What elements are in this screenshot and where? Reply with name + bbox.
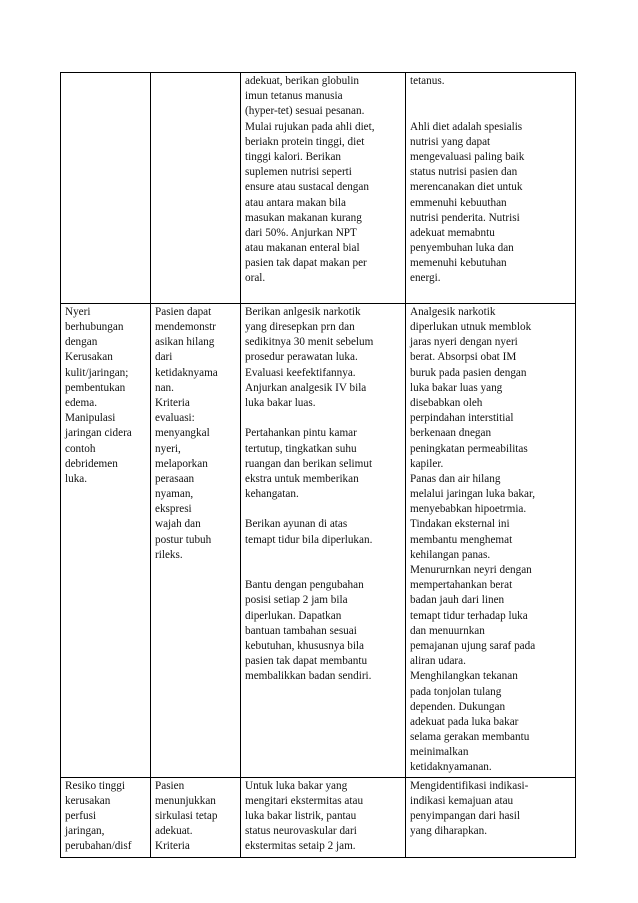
cell-text-line: asikan hilang [155,336,215,349]
cell-text-line: ekspresi [155,503,192,516]
cell-text-line: ekstra untuk memberikan [245,472,359,485]
cell-text-line: masukan makanan kurang [245,211,362,224]
cell-text-line: Panas dan air hilang [410,472,501,485]
cell-text-line: luka. [65,472,88,485]
cell-text-line: ruangan dan berikan selimut [245,457,373,470]
cell-text-line: sirkulasi tetap [155,810,218,822]
cell-text-line: Anjurkan analgesik IV bila [245,381,367,394]
cell-text-line: evaluasi: [155,412,195,425]
cell-text-line: diperlukan. Dapatkan [245,609,342,622]
cell-text-line: Bantu dengan pengubahan [245,579,364,592]
cell-text-line: kebutuhan, khususnya bila [245,639,365,652]
cell-text-line: luka bakar listrik, pantau [245,810,357,822]
rationale-cell [406,303,576,777]
cell-text-line: Kerusakan [65,351,113,364]
cell-text-line: prosedur perawatan luka. [245,351,358,364]
cell-text-line: rileks. [155,548,183,561]
cell-text-line: ensure atau sustacal dengan [245,181,369,194]
outcome-cell [151,777,241,857]
diagnosis-cell [61,777,151,857]
cell-text-line: Ahli diet adalah spesialis [410,120,523,133]
cell-text-line: tetanus. [410,75,445,87]
cell-text-line: status neurovaskular dari [245,825,357,838]
cell-text-line: dengan [65,336,98,349]
cell-text-line: oral. [245,272,266,285]
cell-text-line: menyangkal [155,427,210,440]
cell-text-line: adekuat, berikan globulin [245,75,360,87]
cell-text-line: Mulai rujukan pada ahli diet, [245,120,375,133]
cell-text-line: beriakn protein tinggi, diet [245,135,365,148]
cell-text-line: mengitari ekstermitas atau [245,794,364,807]
cell-text-line: debridemen [65,457,118,470]
paragraph-spacer [410,104,572,119]
cell-text-line: mengevaluasi paling baik [410,150,525,163]
cell-text-line: contoh [65,442,96,455]
cell-text-line: ketidaknyamanan. [410,761,492,774]
cell-text-line: perubahan/disf [65,840,132,853]
cell-text-line: temapt tidur terhadap luka [410,609,528,622]
cell-text-line: nyaman, [155,488,194,501]
cell-text-line: ketidaknyama [155,366,218,379]
cell-text-line: nutrisi yang dapat [410,135,491,148]
cell-text-line: Nyeri [65,305,91,318]
cell-text-line: status nutrisi pasien dan [410,166,518,179]
cell-text-line: Pasien dapat [155,305,212,318]
cell-text-line: berat. Absorpsi obat IM [410,351,517,364]
cell-text-line: Kriteria [155,840,190,853]
cell-text-line: berhubungan [65,321,124,333]
cell-text-line: posisi setiap 2 jam bila [245,594,348,607]
cell-text-line: mempertahankan berat [410,579,513,592]
cell-text-line: temapt tidur bila diperlukan. [245,533,373,546]
cell-text-line: Berikan anlgesik narkotik [245,305,361,318]
cell-text-line: perpindahan interstitial [410,412,514,425]
cell-text-line: peningkatan permeabilitas [410,442,528,455]
cell-text-line: suplemen nutrisi seperti [245,166,352,179]
cell-text-line: Kriteria [155,396,190,409]
cell-text-line: kulit/jaringan; [65,366,129,379]
cell-text-line: Manipulasi [65,412,116,425]
cell-text-line: tertutup, tingkatkan suhu [245,442,357,455]
paragraph-spacer [245,287,402,302]
cell-text-line: luka bakar luas yang [410,381,503,394]
cell-text-line: jaras nyeri dengan nyeri [410,336,518,349]
cell-text-line: penyimpangan dari hasil [410,810,520,822]
cell-text-line: Resiko tinggi [65,779,125,792]
cell-text-line: edema. [65,396,97,409]
cell-text-line: menyebabkan hipoetrmia. [410,503,527,516]
outcome-cell [151,73,241,304]
cell-text-line: adekuat pada luka bakar [410,715,519,728]
paragraph-spacer [245,548,402,563]
cell-text-line: melaporkan [155,457,208,470]
cell-text-line: berkenaan dnegan [410,427,492,440]
cell-text-line: disebabkan oleh [410,396,483,409]
rationale-cell [406,777,576,857]
cell-text-line: atau antara makan bila [245,196,346,209]
cell-text-line: atau makanan enteral bial [245,242,360,255]
table-row [61,73,576,304]
paragraph-spacer [245,502,402,517]
cell-text-line: sedikitnya 30 menit sebelum [245,336,374,349]
cell-text-line: mendemonstr [155,321,216,333]
cell-text-line: tinggi kalori. Berikan [245,150,342,163]
paragraph-spacer [410,89,572,104]
cell-text-line: (hyper-tet) sesuai pesanan. [245,105,365,118]
cell-text-line: diperlukan utnuk memblok [410,321,532,333]
cell-text-line: menunjukkan [155,794,216,807]
cell-text-line: bantuan tambahan sesuai [245,624,357,637]
table-row [61,303,576,777]
cell-text-line: dari [155,351,173,364]
cell-text-line: jaringan, [65,825,105,838]
cell-text-line: pasien tak dapat membantu [245,655,368,668]
cell-text-line: melalui jaringan luka bakar, [410,488,536,501]
cell-text-line: Analgesik narkotik [410,305,496,318]
cell-text-line: adekuat. [155,825,193,838]
cell-text-line: badan jauh dari linen [410,594,505,607]
cell-text-line: Menghilangkan tekanan [410,670,518,683]
rationale-cell [406,73,576,304]
paragraph-spacer [245,411,402,426]
cell-text-line: nan. [155,381,174,394]
cell-text-line: kehilangan panas. [410,548,491,561]
paragraph-spacer [245,563,402,578]
cell-text-line: kapiler. [410,457,444,470]
cell-text-line: postur tubuh [155,533,212,546]
cell-text-line: Mengidentifikasi indikasi- [410,779,529,792]
cell-text-line: selama gerakan membantu [410,731,530,744]
cell-text-line: memenuhi kebutuhan [410,257,507,270]
diagnosis-cell [61,303,151,777]
cell-text-line: yang diharapkan. [410,825,488,838]
cell-text-line: Tindakan eksternal ini [410,518,510,531]
cell-text-line: penyembuhan luka dan [410,242,514,255]
cell-text-line: adekuat memabntu [410,226,495,239]
cell-text-line: dari 50%. Anjurkan NPT [245,226,357,239]
cell-text-line: perfusi [65,810,97,822]
cell-text-line: buruk pada pasien dengan [410,366,527,379]
interventions-cell [241,73,406,304]
cell-text-line: kehangatan. [245,488,299,501]
cell-text-line: aliran udara. [410,655,466,668]
cell-text-line: membalikkan badan sendiri. [245,670,372,683]
cell-text-line: Pasien [155,779,185,792]
interventions-cell [241,777,406,857]
cell-text-line: perasaan [155,472,195,485]
cell-text-line: merencanakan diet untuk [410,181,523,194]
cell-text-line: imun tetanus manusia [245,90,343,103]
cell-text-line: Pertahankan pintu kamar [245,427,357,440]
cell-text-line: wajah dan [155,518,201,531]
cell-text-line: pada tonjolan tulang [410,685,502,698]
cell-text-line: Berikan ayunan di atas [245,518,348,531]
nursing-care-plan-table [60,72,576,858]
outcome-cell [151,303,241,777]
cell-text-line: luka bakar luas. [245,396,316,409]
cell-text-line: jaringan cidera [65,427,132,440]
cell-text-line: kerusakan [65,794,111,807]
table-row [61,777,576,857]
cell-text-line: pasien tak dapat makan per [245,257,367,270]
cell-text-line: nyeri, [155,442,181,455]
cell-text-line: Evaluasi keefektifannya. [245,366,356,379]
cell-text-line: emmenuhi kebuuthan [410,196,507,209]
cell-text-line: membantu menghemat [410,533,513,546]
interventions-cell [241,303,406,777]
cell-text-line: Untuk luka bakar yang [245,779,348,792]
diagnosis-cell [61,73,151,304]
cell-text-line: dependen. Dukungan [410,700,506,713]
cell-text-line: pembentukan [65,381,126,394]
cell-text-line: energi. [410,272,441,285]
cell-text-line: yang diresepkan prn dan [245,321,355,333]
cell-text-line: dan menuurnkan [410,624,485,637]
cell-text-line: ekstermitas setaip 2 jam. [245,840,356,853]
cell-text-line: meinimalkan [410,746,469,759]
cell-text-line: indikasi kemajuan atau [410,794,514,807]
cell-text-line: nutrisi penderita. Nutrisi [410,211,520,224]
cell-text-line: Menururnkan neyri dengan [410,564,532,576]
cell-text-line: pemajanan ujung saraf pada [410,639,536,652]
